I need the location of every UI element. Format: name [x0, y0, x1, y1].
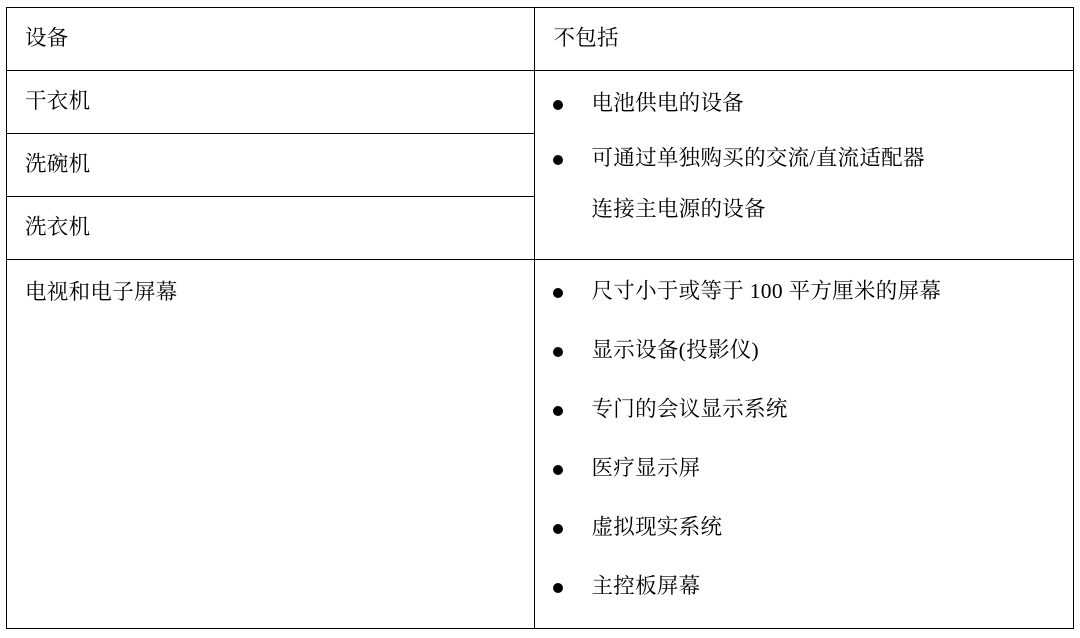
- exclusion-text-continuation: 连接主电源的设备: [591, 197, 766, 222]
- table-header-cell-exclusions: [535, 8, 1074, 71]
- list-item: [535, 513, 1073, 542]
- table-header-row: [7, 8, 1074, 71]
- exclusion-text: 可通过单独购买的交流/直流适配器: [591, 146, 925, 171]
- appliance-cell-dishwasher: [7, 134, 535, 197]
- appliance-label-dishwasher: 洗碗机: [25, 152, 91, 176]
- bullet-dot-icon: [553, 406, 563, 416]
- appliance-cell-washing-machine: [7, 197, 535, 260]
- document-page: [0, 7, 1080, 638]
- appliance-label-dryer: 干衣机: [25, 89, 91, 113]
- exclusion-list-group-b: [535, 260, 1073, 601]
- bullet-dot-icon: [553, 288, 563, 298]
- exclusion-list-group-a: [535, 71, 1073, 224]
- column-header-device: 设备: [25, 26, 69, 50]
- exclusions-cell-group-b: [535, 260, 1074, 629]
- bullet-dot-icon: [553, 524, 563, 534]
- table-header-cell-device: [7, 8, 535, 71]
- exclusions-table: [6, 7, 1074, 629]
- bullet-dot-icon: [553, 100, 563, 110]
- bullet-dot-icon: [553, 347, 563, 357]
- list-item: [535, 454, 1073, 483]
- list-item: [535, 395, 1073, 424]
- list-item: [535, 89, 1073, 118]
- column-header-exclusions: 不包括: [553, 26, 619, 50]
- exclusion-text: 主控板屏幕: [591, 574, 701, 599]
- exclusion-text: 虚拟现实系统: [591, 515, 723, 540]
- appliance-cell-tv-and-screens: [7, 260, 535, 629]
- exclusions-cell-group-a: [535, 71, 1074, 260]
- exclusion-text: 电池供电的设备: [591, 91, 745, 115]
- list-item: [535, 336, 1073, 365]
- table-row: [7, 71, 1074, 134]
- exclusion-text: 尺寸小于或等于 100 平方厘米的屏幕: [591, 279, 942, 303]
- exclusion-text: 专门的会议显示系统: [591, 397, 788, 422]
- list-item: [535, 277, 1073, 306]
- bullet-dot-icon: [553, 465, 563, 475]
- appliance-label-washing-machine: 洗衣机: [25, 215, 91, 239]
- list-item: [535, 572, 1073, 601]
- exclusion-text: 医疗显示屏: [591, 456, 701, 481]
- appliance-cell-dryer: [7, 71, 535, 134]
- bullet-dot-icon: [553, 583, 563, 593]
- table-row: [7, 260, 1074, 629]
- exclusion-text: 显示设备(投影仪): [591, 338, 760, 363]
- list-item: [535, 144, 1073, 224]
- appliance-label-tv-and-screens: 电视和电子屏幕: [25, 280, 178, 304]
- bullet-dot-icon: [553, 155, 563, 165]
